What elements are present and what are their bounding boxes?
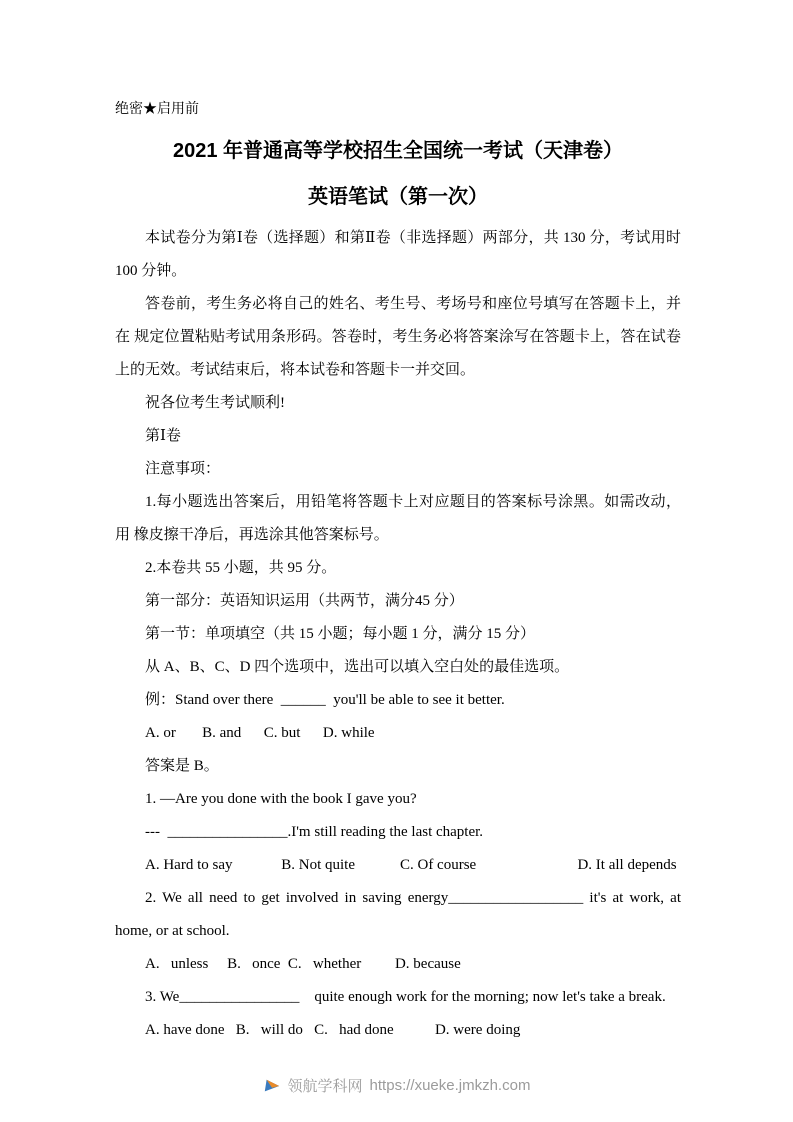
paragraph: 第一节：单项填空（共 15 小题；每小题 1 分，满分 15 分） <box>145 626 536 642</box>
paragraph: 2. We all need to get involved in saving energy__________________ it's at work, at home, or at school. <box>115 890 681 939</box>
paragraph: A. unless B. once C. whether D. because <box>145 956 461 972</box>
footer-site-url[interactable]: https://xueke.jmkzh.com <box>369 1077 531 1094</box>
paragraph: 从 A、B、C、D 四个选项中，选出可以填入空白处的最佳选项。 <box>145 659 570 675</box>
paragraph: 第一部分：英语知识运用（共两节，满分45 分） <box>145 593 464 609</box>
paragraph: A. have done B. will do C. had done D. were doing <box>145 1022 521 1038</box>
paragraph: A. or B. and C. but D. while <box>145 725 375 741</box>
paragraph: 例：Stand over there ______ you'll be able to see it better. <box>145 692 505 708</box>
paragraph: 本试卷分为第Ⅰ卷（选择题）和第Ⅱ卷（非选择题）两部分，共 130 分，考试用时 100 分钟。 <box>115 230 681 279</box>
site-logo-icon <box>263 1077 281 1095</box>
paragraph: 注意事项： <box>145 461 221 477</box>
paragraph: 答案是 B。 <box>145 758 219 774</box>
paragraph: 1. —Are you done with the book I gave you? <box>145 791 417 807</box>
paragraph: A. Hard to say B. Not quite C. Of course D. It all depends <box>145 857 677 873</box>
paragraph: 1.每小题选出答案后，用铅笔将答题卡上对应题目的答案标号涂黑。如需改动，用 橡皮擦干净后，再选涂其他答案标号。 <box>115 494 681 543</box>
paragraph: 3. We________________ quite enough work for the morning; now let's take a break. <box>145 989 666 1005</box>
paragraph: 答卷前，考生务必将自己的姓名、考生号、考场号和座位号填写在答题卡上，并在 规定位置粘贴考试用条形码。答卷时，考生务必将答案涂写在答题卡上，答在试卷上的无效。考试结束后，将本试卷和答题卡一并交回。 <box>115 296 681 378</box>
paragraph: --- ________________.I'm still reading the last chapter. <box>145 824 484 840</box>
paragraph: 第Ⅰ卷 <box>145 428 181 444</box>
classification-label: 绝密★启用前 <box>115 102 199 117</box>
footer <box>0 1075 793 1096</box>
footer-site-name: 领航学科网 <box>287 1078 363 1095</box>
exam-title: 2021 年普通高等学校招生全国统一考试（天津卷） <box>172 140 624 162</box>
document-body <box>115 222 681 1047</box>
exam-subtitle: 英语笔试（第一次） <box>308 186 488 208</box>
paragraph: 2.本卷共 55 小题，共 95 分。 <box>145 560 337 576</box>
paragraph: 祝各位考生考试顺利! <box>145 395 285 411</box>
